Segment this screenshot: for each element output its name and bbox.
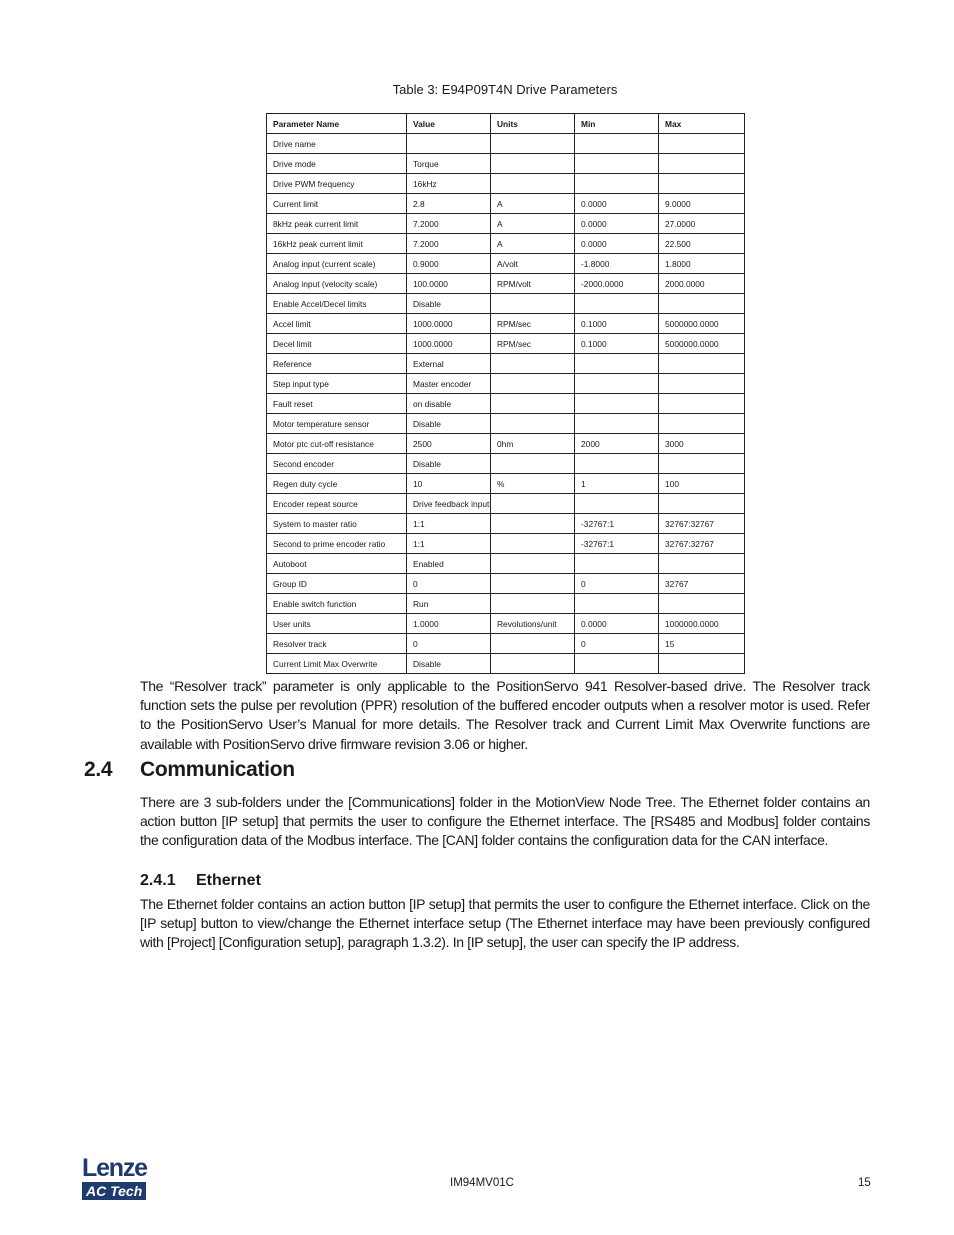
section-title: Communication — [140, 758, 295, 781]
cell-max — [659, 654, 745, 674]
cell-max: 5000000.0000 — [659, 334, 745, 354]
cell-min: -2000.0000 — [575, 274, 659, 294]
cell-max — [659, 134, 745, 154]
cell-value: Enabled — [407, 554, 491, 574]
table-row — [267, 634, 745, 654]
cell-min — [575, 354, 659, 374]
cell-min: 0 — [575, 634, 659, 654]
cell-min — [575, 394, 659, 414]
cell-units: RPM/sec — [491, 334, 575, 354]
table-row — [267, 254, 745, 274]
table-row — [267, 294, 745, 314]
cell-parameter-name: 16kHz peak current limit — [267, 234, 407, 254]
cell-min: -32767:1 — [575, 534, 659, 554]
cell-max — [659, 494, 745, 514]
cell-value: Drive feedback input — [407, 494, 491, 514]
header-value: Value — [407, 114, 491, 134]
cell-min — [575, 374, 659, 394]
cell-value: Disable — [407, 294, 491, 314]
cell-units — [491, 174, 575, 194]
logo-sub-text: AC Tech — [82, 1182, 146, 1200]
cell-parameter-name: Drive PWM frequency — [267, 174, 407, 194]
cell-min — [575, 454, 659, 474]
cell-units — [491, 374, 575, 394]
table-row — [267, 594, 745, 614]
cell-parameter-name: System to master ratio — [267, 514, 407, 534]
cell-parameter-name: Decel limit — [267, 334, 407, 354]
cell-value — [407, 134, 491, 154]
header-min: Min — [575, 114, 659, 134]
cell-max: 27.0000 — [659, 214, 745, 234]
cell-max: 5000000.0000 — [659, 314, 745, 334]
cell-value: Master encoder — [407, 374, 491, 394]
cell-units — [491, 554, 575, 574]
cell-max — [659, 394, 745, 414]
cell-max — [659, 594, 745, 614]
cell-units — [491, 514, 575, 534]
cell-value: 7.2000 — [407, 214, 491, 234]
table-row — [267, 174, 745, 194]
cell-units: A — [491, 234, 575, 254]
cell-min — [575, 174, 659, 194]
cell-value: Disable — [407, 414, 491, 434]
table-row — [267, 654, 745, 674]
cell-units — [491, 574, 575, 594]
cell-max — [659, 294, 745, 314]
table-header-row — [267, 114, 745, 134]
cell-value: 2500 — [407, 434, 491, 454]
cell-max — [659, 354, 745, 374]
cell-max — [659, 454, 745, 474]
cell-value: Disable — [407, 654, 491, 674]
resolver-note-paragraph: The “Resolver track” parameter is only applicable to the PositionServo 941 Resolver-based drive. The Resolver track function sets the pulse per revolution (PPR) resolution of the buffered encoder outputs when a resolver motor is used. Refer to the PositionServo User’s Manual for more details. The Resolver track and Current Limit Max Overwrite functions are available with PositionServo drive firmware revision 3.06 or higher. — [140, 678, 870, 752]
cell-value: Torque — [407, 154, 491, 174]
cell-max: 22.500 — [659, 234, 745, 254]
cell-parameter-name: Fault reset — [267, 394, 407, 414]
table-row — [267, 134, 745, 154]
cell-min: 0.1000 — [575, 314, 659, 334]
cell-parameter-name: Resolver track — [267, 634, 407, 654]
cell-units — [491, 134, 575, 154]
cell-parameter-name: Second encoder — [267, 454, 407, 474]
cell-max: 32767 — [659, 574, 745, 594]
cell-max: 2000.0000 — [659, 274, 745, 294]
cell-max: 9.0000 — [659, 194, 745, 214]
cell-min: 0.1000 — [575, 334, 659, 354]
cell-min — [575, 554, 659, 574]
cell-value: 1.0000 — [407, 614, 491, 634]
cell-units — [491, 534, 575, 554]
document-id: IM94MV01C — [450, 1177, 514, 1189]
cell-min: -32767:1 — [575, 514, 659, 534]
cell-units — [491, 494, 575, 514]
cell-min: 0.0000 — [575, 614, 659, 634]
cell-units — [491, 354, 575, 374]
cell-max — [659, 374, 745, 394]
cell-max — [659, 154, 745, 174]
cell-min — [575, 654, 659, 674]
cell-value: 1:1 — [407, 534, 491, 554]
cell-parameter-name: Motor temperature sensor — [267, 414, 407, 434]
cell-min — [575, 134, 659, 154]
cell-value: on disable — [407, 394, 491, 414]
cell-units: % — [491, 474, 575, 494]
cell-value: Disable — [407, 454, 491, 474]
table-row — [267, 234, 745, 254]
cell-parameter-name: Analog input (velocity scale) — [267, 274, 407, 294]
cell-max: 100 — [659, 474, 745, 494]
table-row — [267, 434, 745, 454]
table-row — [267, 414, 745, 434]
cell-min — [575, 154, 659, 174]
cell-min: -1.8000 — [575, 254, 659, 274]
cell-parameter-name: User units — [267, 614, 407, 634]
table-row — [267, 514, 745, 534]
cell-parameter-name: Autoboot — [267, 554, 407, 574]
cell-max — [659, 554, 745, 574]
table-row — [267, 374, 745, 394]
cell-min — [575, 294, 659, 314]
cell-value: 2.8 — [407, 194, 491, 214]
table-row — [267, 314, 745, 334]
cell-units: RPM/sec — [491, 314, 575, 334]
table-row — [267, 154, 745, 174]
table-row — [267, 474, 745, 494]
cell-parameter-name: Accel limit — [267, 314, 407, 334]
cell-value: 1000.0000 — [407, 334, 491, 354]
cell-value: External — [407, 354, 491, 374]
cell-units — [491, 414, 575, 434]
section-number: 2.4 — [84, 758, 113, 781]
ethernet-paragraph: The Ethernet folder contains an action button [IP setup] that permits the user to configure the Ethernet interface. Click on the [IP setup] button to view/change the Ethernet interface setup (The Ethernet interface may have been previously configured with [Project] [Configuration setup], paragraph 1.3.2). In [IP setup], the user can specify the IP address. — [140, 896, 870, 951]
cell-min — [575, 414, 659, 434]
table-row — [267, 394, 745, 414]
table-row — [267, 614, 745, 634]
cell-parameter-name: Analog input (current scale) — [267, 254, 407, 274]
cell-min: 2000 — [575, 434, 659, 454]
cell-value: 0.9000 — [407, 254, 491, 274]
cell-parameter-name: Encoder repeat source — [267, 494, 407, 514]
cell-min: 0 — [575, 574, 659, 594]
cell-parameter-name: Current Limit Max Overwrite — [267, 654, 407, 674]
cell-value: 1:1 — [407, 514, 491, 534]
cell-max: 15 — [659, 634, 745, 654]
cell-units — [491, 634, 575, 654]
table-body — [267, 134, 745, 674]
table-row — [267, 494, 745, 514]
cell-max — [659, 414, 745, 434]
cell-units: RPM/volt — [491, 274, 575, 294]
cell-min: 0.0000 — [575, 214, 659, 234]
table-row — [267, 534, 745, 554]
cell-value: 0 — [407, 634, 491, 654]
communication-paragraph: There are 3 sub-folders under the [Communications] folder in the MotionView Node Tree. The Ethernet folder contains an action button [IP setup] that permits the user to configure the Ethernet interface. The [RS485 and Modbus] folder contains the configuration data of the Modbus interface. The [CAN] folder contains the configuration data for the CAN interface. — [140, 794, 870, 849]
cell-value: 1000.0000 — [407, 314, 491, 334]
cell-min: 0.0000 — [575, 234, 659, 254]
subsection-title: Ethernet — [196, 872, 261, 889]
cell-units — [491, 654, 575, 674]
table-caption: Table 3: E94P09T4N Drive Parameters — [392, 82, 618, 97]
cell-units — [491, 394, 575, 414]
cell-min — [575, 494, 659, 514]
page-number: 15 — [858, 1177, 871, 1189]
cell-max: 1000000.0000 — [659, 614, 745, 634]
header-parameter-name: Parameter Name — [267, 114, 407, 134]
cell-value: 10 — [407, 474, 491, 494]
cell-parameter-name: Motor ptc cut-off resistance — [267, 434, 407, 454]
cell-value: 7.2000 — [407, 234, 491, 254]
cell-units: 0hm — [491, 434, 575, 454]
cell-min: 1 — [575, 474, 659, 494]
table-row — [267, 554, 745, 574]
cell-units — [491, 454, 575, 474]
subsection-number: 2.4.1 — [140, 872, 176, 889]
cell-units: A — [491, 214, 575, 234]
cell-value: Run — [407, 594, 491, 614]
drive-parameters-table — [266, 113, 745, 674]
cell-max: 1.8000 — [659, 254, 745, 274]
cell-parameter-name: Enable Accel/Decel limits — [267, 294, 407, 314]
cell-max: 32767:32767 — [659, 514, 745, 534]
cell-parameter-name: Reference — [267, 354, 407, 374]
cell-min: 0.0000 — [575, 194, 659, 214]
cell-value: 100.0000 — [407, 274, 491, 294]
cell-parameter-name: 8kHz peak current limit — [267, 214, 407, 234]
cell-units — [491, 594, 575, 614]
table-row — [267, 214, 745, 234]
cell-units: A/volt — [491, 254, 575, 274]
header-units: Units — [491, 114, 575, 134]
table-row — [267, 334, 745, 354]
cell-max: 32767:32767 — [659, 534, 745, 554]
subsection-heading — [140, 872, 261, 890]
table-row — [267, 574, 745, 594]
cell-units: A — [491, 194, 575, 214]
cell-value: 16kHz — [407, 174, 491, 194]
cell-parameter-name: Drive mode — [267, 154, 407, 174]
table-row — [267, 354, 745, 374]
header-max: Max — [659, 114, 745, 134]
table-row — [267, 194, 745, 214]
logo-brand-text: Lenze — [82, 1154, 147, 1182]
table-row — [267, 274, 745, 294]
cell-value: 0 — [407, 574, 491, 594]
cell-max — [659, 174, 745, 194]
cell-parameter-name: Regen duty cycle — [267, 474, 407, 494]
cell-parameter-name: Drive name — [267, 134, 407, 154]
cell-parameter-name: Current limit — [267, 194, 407, 214]
cell-units — [491, 294, 575, 314]
section-heading — [84, 758, 295, 782]
table-row — [267, 454, 745, 474]
cell-units: Revolutions/unit — [491, 614, 575, 634]
cell-max: 3000 — [659, 434, 745, 454]
cell-min — [575, 594, 659, 614]
cell-parameter-name: Enable switch function — [267, 594, 407, 614]
company-logo — [82, 1155, 158, 1201]
cell-units — [491, 154, 575, 174]
cell-parameter-name: Group ID — [267, 574, 407, 594]
cell-parameter-name: Step input type — [267, 374, 407, 394]
cell-parameter-name: Second to prime encoder ratio — [267, 534, 407, 554]
